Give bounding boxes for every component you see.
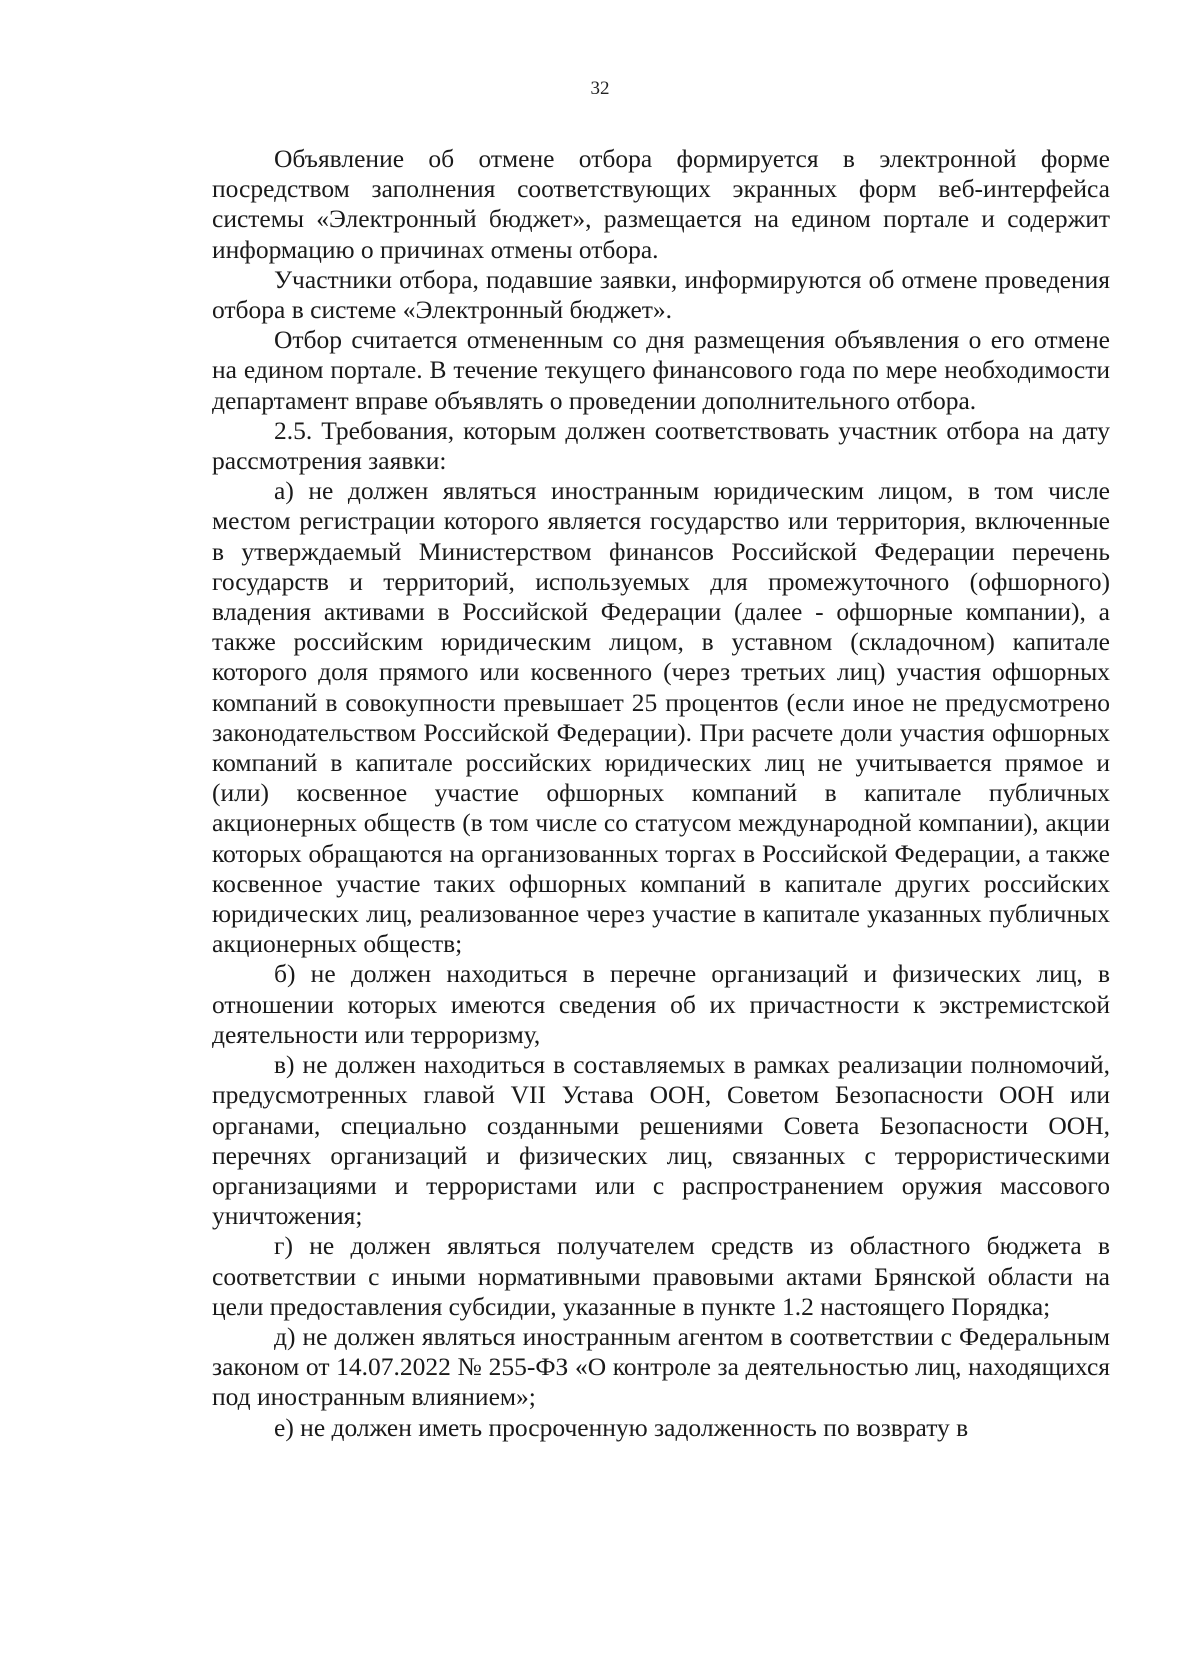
paragraph-item-a: а) не должен являться иностранным юридическим лицом, в том числе местом регистрации которого является государство или территория, включенные в утверждаемый Министерством финансов Российской Федерации перечень государств и территорий, используемых для промежуточного (офшорного) владения активами в Российской Федерации (далее - офшорные компании), а также российским юридическим лицом, в уставном (складочном) капитале которого доля прямого или косвенного (через третьих лиц) участия офшорных компаний в совокупности превышает 25 процентов (если иное не предусмотрено законодательством Российской Федерации). При расчете доли участия офшорных компаний в капитале российских юридических лиц не учитывается прямое и (или) косвенное участие офшорных компаний в капитале публичных акционерных обществ (в том числе со статусом международной компании), акции которых обращаются на организованных торгах в Российской Федерации, а также косвенное участие таких офшорных компаний в капитале других российских юридических лиц, реализованное через участие в капитале указанных публичных акционерных обществ; <box>212 476 1110 959</box>
paragraph-item-e: е) не должен иметь просроченную задолженность по возврату в <box>274 1412 969 1442</box>
document-body <box>212 144 1110 1443</box>
paragraph-participants-notified: Участники отбора, подавшие заявки, информируются об отмене проведения отбора в системе «Электронный бюджет». <box>212 264 1110 325</box>
paragraph-item-v: в) не должен находиться в составляемых в рамках реализации полномочий, предусмотренных главой VII Устава ООН, Советом Безопасности ООН или органами, специально созданными решениями Совета Безопасности ООН, перечнях организаций и физических лиц, связанных с террористическими организациями и террористами или с распространением оружия массового уничтожения; <box>212 1050 1110 1231</box>
paragraph-item-g: г) не должен являться получателем средств из областного бюджета в соответствии с иными нормативными правовыми актами Брянской области на цели предоставления субсидии, указанные в пункте 1.2 настоящего Порядка; <box>212 1231 1110 1321</box>
paragraph-selection-cancelled: Отбор считается отмененным со дня размещения объявления о его отмене на едином портале. В течение текущего финансового года по мере необходимости департамент вправе объявлять о проведении дополнительного отбора. <box>212 325 1110 415</box>
paragraph-section-2-5: 2.5. Требования, которым должен соответствовать участник отбора на дату рассмотрения заявки: <box>212 415 1110 476</box>
paragraph-item-d: д) не должен являться иностранным агентом в соответствии с Федеральным законом от 14.07.2022 № 255-ФЗ «О контроле за деятельностью лиц, находящихся под иностранным влиянием»; <box>212 1321 1110 1412</box>
paragraph-cancel-announcement: Объявление об отмене отбора формируется в электронной форме посредством заполнения соответствующих экранных форм веб-интерфейса системы «Электронный бюджет», размещается на едином портале и содержит информацию о причинах отмены отбора. <box>212 144 1110 264</box>
paragraph-item-b: б) не должен находиться в перечне организаций и физических лиц, в отношении которых имеются сведения об их причастности к экстремистской деятельности или терроризму, <box>212 959 1110 1049</box>
page-number: 32 <box>590 78 610 99</box>
